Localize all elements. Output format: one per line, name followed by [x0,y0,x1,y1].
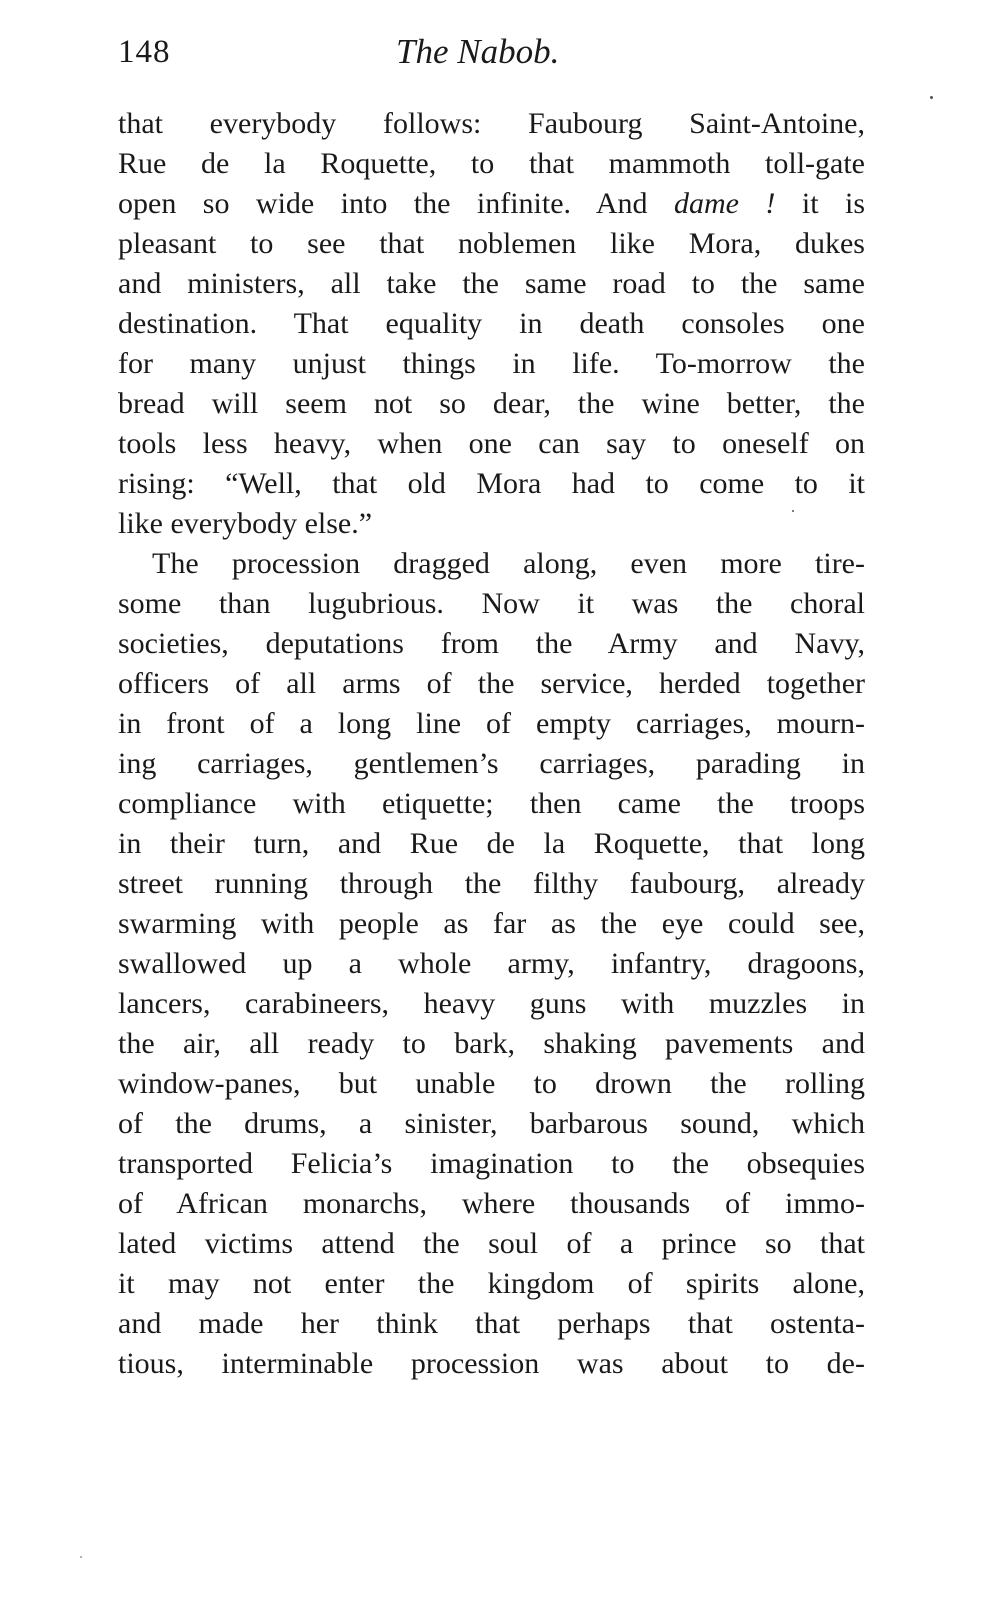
text-line: The procession dragged along, even more tire- [152,547,865,580]
text-line: in their turn, and Rue de la Roquette, that long [118,827,865,860]
text-line: Rue de la Roquette, to that mammoth toll-gate [118,147,865,180]
scan-speck [80,1556,82,1558]
text-line: street running through the filthy faubourg, already [118,867,865,900]
text-line: of the drums, a sinister, barbarous sound, which [118,1107,865,1140]
text-line: destination. That equality in death consoles one [118,307,865,340]
scan-speck [930,96,933,99]
italic-word: dame ! [673,187,776,220]
text-line: window-panes, but unable to drown the rolling [118,1067,865,1100]
text-line: tools less heavy, when one can say to oneself on [118,427,865,460]
text-line: it may not enter the kingdom of spirits alone, [118,1267,865,1300]
text-line: in front of a long line of empty carriages, mourn- [118,707,865,740]
text-line [118,184,865,224]
text-line: like everybody else.” [118,507,373,540]
text-fragment: open so wide into the infinite. And [118,187,648,220]
page-number: 148 [118,34,171,70]
text-line: pleasant to see that noblemen like Mora, dukes [118,227,865,260]
text-line: and ministers, all take the same road to the same [118,267,865,300]
text-line: compliance with etiquette; then came the troops [118,787,865,820]
text-line: bread will seem not so dear, the wine better, the [118,387,865,420]
body-text [118,104,865,1384]
text-line: for many unjust things in life. To-morrow the [118,347,865,380]
running-head [118,30,868,80]
text-line: of African monarchs, where thousands of immo- [118,1187,865,1220]
text-line: the air, all ready to bark, shaking pavements and [118,1027,865,1060]
text-line: tious, interminable procession was about to de- [118,1347,865,1380]
text-line: swallowed up a whole army, infantry, dragoons, [118,947,865,980]
text-line: rising: “Well, that old Mora had to come to it [118,467,865,500]
text-line: that everybody follows: Faubourg Saint-Antoine, [118,107,865,140]
running-title: The Nabob. [396,32,560,71]
scan-speck [792,510,794,512]
text-line: ing carriages, gentlemen’s carriages, parading in [118,747,865,780]
text-line: and made her think that perhaps that ostenta- [118,1307,865,1340]
text-line: officers of all arms of the service, herded together [118,667,865,700]
text-line: transported Felicia’s imagination to the obsequies [118,1147,865,1180]
text-fragment: it is [801,187,866,220]
text-line: lancers, carabineers, heavy guns with muzzles in [118,987,865,1020]
text-line: lated victims attend the soul of a prince so that [118,1227,865,1260]
text-line: swarming with people as far as the eye could see, [118,907,865,940]
text-line: societies, deputations from the Army and Navy, [118,627,865,660]
text-line: some than lugubrious. Now it was the choral [118,587,865,620]
